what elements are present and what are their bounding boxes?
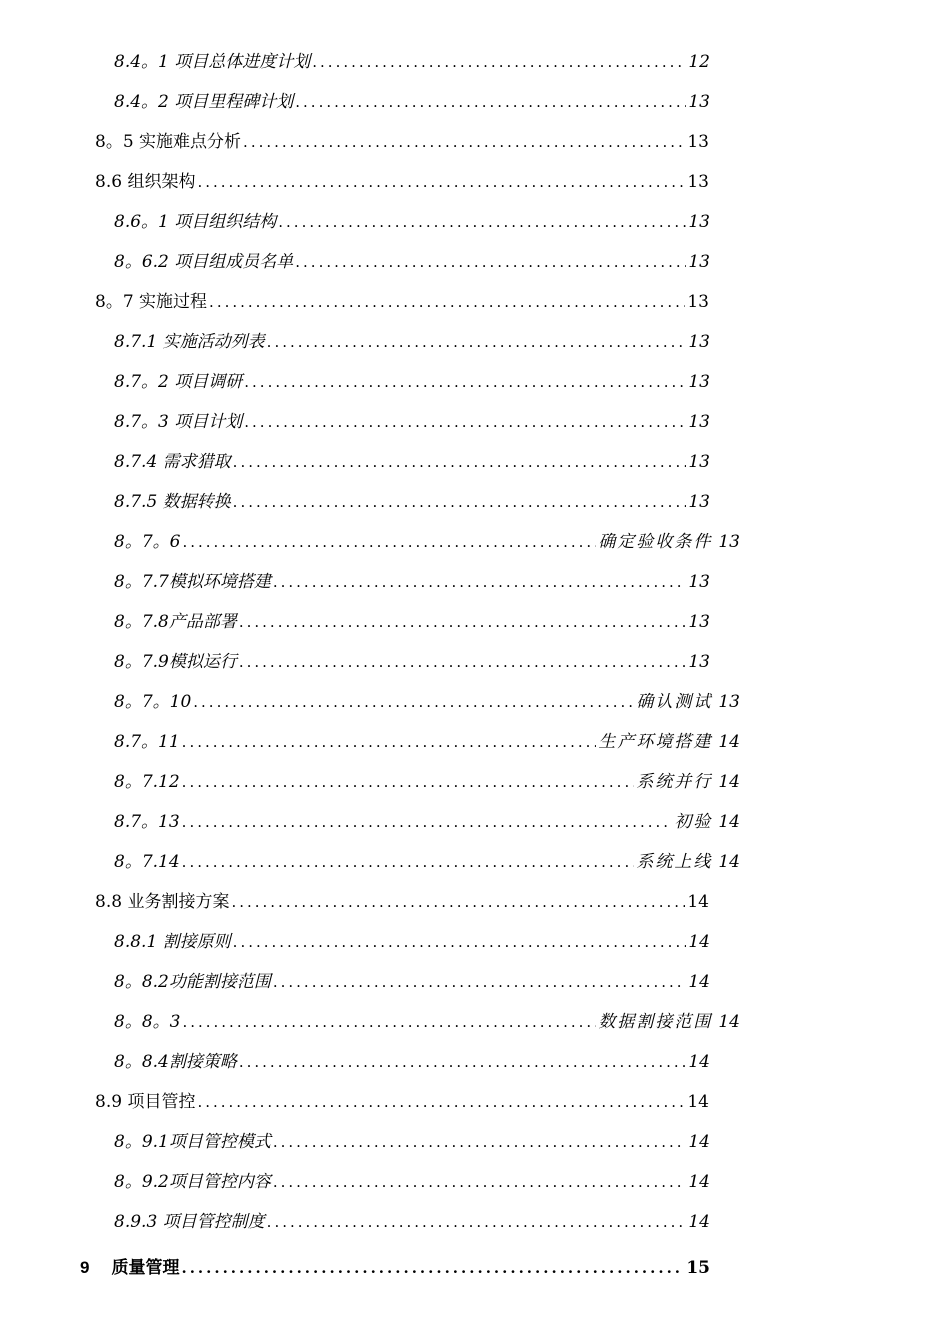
- toc-entry-title: 质量管理: [111, 1258, 180, 1278]
- toc-page-number: 13: [688, 492, 710, 512]
- toc-entry-title: 8.7.4 需求猎取: [114, 452, 231, 472]
- toc-dot-leader: [273, 562, 687, 602]
- toc-dot-leader: [239, 1042, 687, 1082]
- toc-entry-title: 8.4。1 项目总体进度计划: [114, 52, 311, 72]
- toc-page-number: 14: [688, 1132, 710, 1152]
- toc-page-number: 13: [687, 132, 709, 152]
- toc-page-number: 13: [688, 572, 710, 592]
- toc-entry-title-right: 系统并行: [636, 772, 713, 792]
- toc-page-number: 13: [687, 292, 709, 312]
- toc-entry[interactable]: [0, 242, 950, 282]
- toc-dot-leader: [182, 1002, 596, 1042]
- toc-entry-title: 8。8.4割接策略: [114, 1052, 237, 1072]
- toc-entry-title: 8.7。11: [114, 732, 180, 752]
- toc-entry[interactable]: [0, 42, 950, 82]
- toc-entry-title-right: 生产环境搭建: [598, 732, 713, 752]
- toc-dot-leader: [312, 42, 686, 82]
- toc-dot-leader: [278, 202, 686, 242]
- toc-dot-leader: [233, 922, 687, 962]
- toc-entry-content: [114, 482, 710, 522]
- toc-entry-title: 8。5 实施难点分析: [95, 132, 242, 152]
- toc-entry[interactable]: [0, 882, 950, 922]
- toc-entry[interactable]: [0, 1242, 950, 1294]
- toc-entry-title: 8.7。13: [114, 812, 180, 832]
- toc-page-number: 13: [688, 212, 710, 232]
- toc-entry-title: 8.6。1 项目组织结构: [114, 212, 277, 232]
- toc-entry-content: [114, 402, 710, 442]
- toc-page-number: 13: [688, 612, 710, 632]
- toc-dot-leader: [181, 1242, 684, 1294]
- toc-page-number: 13: [688, 332, 710, 352]
- toc-entry-title: 8。8。3: [114, 1012, 181, 1032]
- toc-entry-content: [114, 642, 710, 682]
- toc-entry-content: [114, 242, 710, 282]
- toc-entry[interactable]: [0, 82, 950, 122]
- toc-entry[interactable]: [0, 922, 950, 962]
- toc-dot-leader: [209, 282, 685, 322]
- toc-entry[interactable]: [0, 1202, 950, 1242]
- toc-entry[interactable]: [0, 842, 950, 882]
- toc-entry-content: [114, 1002, 740, 1042]
- toc-page-number: 14: [718, 732, 740, 752]
- toc-entry[interactable]: [0, 122, 950, 162]
- toc-entry-title: 8.4。2 项目里程碑计划: [114, 92, 294, 112]
- toc-dot-leader: [295, 82, 686, 122]
- toc-dot-leader: [233, 482, 687, 522]
- toc-entry-title: 8。7.8产品部署: [114, 612, 237, 632]
- toc-entry-title: 8.7.5 数据转换: [114, 492, 231, 512]
- toc-page-number: 14: [687, 892, 709, 912]
- toc-entry[interactable]: [0, 1082, 950, 1122]
- toc-entry[interactable]: [0, 522, 950, 562]
- toc-entry-title-right: 初验: [674, 812, 713, 832]
- toc-entry-title: 8。7 实施过程: [95, 292, 208, 312]
- toc-entry-title: 8。7。6: [114, 532, 181, 552]
- toc-page-number: 13: [688, 652, 710, 672]
- toc-dot-leader: [273, 1122, 687, 1162]
- toc-entry-content: [114, 682, 740, 722]
- toc-entry[interactable]: [0, 962, 950, 1002]
- toc-dot-leader: [295, 242, 686, 282]
- toc-entry-content: [114, 42, 710, 82]
- toc-entry[interactable]: [0, 642, 950, 682]
- toc-dot-leader: [267, 322, 687, 362]
- toc-page-number: 13: [718, 532, 740, 552]
- toc-page-number: 14: [688, 1212, 710, 1232]
- toc-entry-title: 8。7.7模拟环境搭建: [114, 572, 271, 592]
- toc-entry-title: 8。7.12: [114, 772, 180, 792]
- toc-entry[interactable]: [0, 482, 950, 522]
- toc-page-number: 13: [688, 252, 710, 272]
- toc-entry-content: [80, 1242, 710, 1294]
- toc-entry[interactable]: [0, 1002, 950, 1042]
- toc-dot-leader: [244, 362, 686, 402]
- toc-entry-content: [114, 802, 740, 842]
- toc-entry-title: 8.9 项目管控: [95, 1092, 196, 1112]
- toc-entry[interactable]: [0, 402, 950, 442]
- toc-dot-leader: [182, 802, 673, 842]
- toc-page-number: 14: [687, 1092, 709, 1112]
- toc-page-number: 13: [688, 92, 710, 112]
- toc-page-number: 14: [718, 1012, 740, 1032]
- toc-entry-title: 8。7.9模拟运行: [114, 652, 237, 672]
- toc-entry-content: [114, 962, 710, 1002]
- toc-entry[interactable]: [0, 362, 950, 402]
- toc-entry[interactable]: [0, 442, 950, 482]
- toc-entry[interactable]: [0, 282, 950, 322]
- toc-entry[interactable]: [0, 1122, 950, 1162]
- toc-entry[interactable]: [0, 722, 950, 762]
- toc-page-number: 13: [687, 172, 709, 192]
- toc-page-number: 14: [718, 772, 740, 792]
- toc-entry-title-right: 确认测试: [636, 692, 713, 712]
- toc-entry-title: 8。6.2 项目组成员名单: [114, 252, 294, 272]
- toc-entry[interactable]: [0, 762, 950, 802]
- toc-entry-content: [114, 602, 710, 642]
- toc-page-number: 14: [688, 1052, 710, 1072]
- toc-page-number: 14: [688, 932, 710, 952]
- toc-page-number: 14: [688, 1172, 710, 1192]
- toc-chapter-number: 9: [80, 1258, 90, 1277]
- toc-entry-content: [95, 882, 709, 922]
- toc-entry-title-right: 系统上线: [636, 852, 713, 872]
- toc-page-number: 13: [718, 692, 740, 712]
- toc-dot-leader: [244, 402, 686, 442]
- toc-entry[interactable]: [0, 802, 950, 842]
- toc-entry-content: [114, 1202, 710, 1242]
- toc-entry-content: [95, 162, 709, 202]
- toc-entry-title: 8.7。3 项目计划: [114, 412, 243, 432]
- toc-page-number: 14: [688, 972, 710, 992]
- toc-entry-title: 8.6 组织架构: [95, 172, 196, 192]
- toc-dot-leader: [273, 1162, 687, 1202]
- toc-entry-content: [114, 762, 740, 802]
- toc-dot-leader: [193, 682, 634, 722]
- toc-entry-content: [114, 1162, 710, 1202]
- toc-entry-content: [114, 522, 740, 562]
- toc-entry-content: [114, 562, 710, 602]
- toc-entry-title: 8。9.1项目管控模式: [114, 1132, 271, 1152]
- toc-dot-leader: [197, 162, 685, 202]
- toc-page-number: 13: [688, 372, 710, 392]
- toc-entry-title-right: 确定验收条件: [598, 532, 713, 552]
- toc-page-number: 13: [688, 412, 710, 432]
- toc-entry[interactable]: [0, 682, 950, 722]
- toc-page-number: 13: [688, 452, 710, 472]
- toc-page-number: 14: [718, 852, 740, 872]
- toc-entry-content: [95, 282, 709, 322]
- toc-page-number: 14: [718, 812, 740, 832]
- toc-dot-leader: [239, 642, 687, 682]
- toc-entry-title: 8。8.2功能割接范围: [114, 972, 271, 992]
- toc-page-number: 12: [688, 52, 710, 72]
- toc-entry-title: 8.8.1 割接原则: [114, 932, 231, 952]
- toc-dot-leader: [182, 522, 596, 562]
- toc-entry[interactable]: [0, 562, 950, 602]
- toc-dot-leader: [182, 842, 635, 882]
- toc-entry-content: [95, 1082, 709, 1122]
- toc-entry-title-right: 数据割接范围: [598, 1012, 713, 1032]
- toc-dot-leader: [239, 602, 687, 642]
- toc-entry-title: 8。9.2项目管控内容: [114, 1172, 271, 1192]
- toc-entry-content: [95, 122, 709, 162]
- toc-dot-leader: [197, 1082, 685, 1122]
- toc-entry-content: [114, 442, 710, 482]
- toc-entry-title: 8。7.14: [114, 852, 180, 872]
- toc-entry[interactable]: [0, 162, 950, 202]
- toc-entry-content: [114, 722, 740, 762]
- toc-entry-content: [114, 922, 710, 962]
- toc-entry-content: [114, 1122, 710, 1162]
- toc-dot-leader: [182, 762, 635, 802]
- toc-entry-title: 8.7.1 实施活动列表: [114, 332, 265, 352]
- toc-entry[interactable]: [0, 602, 950, 642]
- toc-entry-title: 8。7。10: [114, 692, 192, 712]
- toc-dot-leader: [182, 722, 597, 762]
- toc-dot-leader: [267, 1202, 687, 1242]
- toc-entry-title: 8.9.3 项目管控制度: [114, 1212, 265, 1232]
- toc-dot-leader: [243, 122, 685, 162]
- toc-entry-title: 8.7。2 项目调研: [114, 372, 243, 392]
- toc-entry[interactable]: [0, 202, 950, 242]
- toc-entry-content: [114, 362, 710, 402]
- toc-entry-content: [114, 82, 710, 122]
- toc-entry-content: [114, 202, 710, 242]
- toc-entry-content: [114, 1042, 710, 1082]
- toc-entry-title: 8.8 业务割接方案: [95, 892, 230, 912]
- toc-dot-leader: [231, 882, 685, 922]
- toc-page-number: 15: [686, 1258, 710, 1278]
- toc-entry[interactable]: [0, 1162, 950, 1202]
- toc-dot-leader: [233, 442, 687, 482]
- table-of-contents: [0, 42, 950, 1294]
- toc-dot-leader: [273, 962, 687, 1002]
- toc-entry[interactable]: [0, 1042, 950, 1082]
- toc-entry-content: [114, 842, 740, 882]
- toc-entry[interactable]: [0, 322, 950, 362]
- toc-entry-content: [114, 322, 710, 362]
